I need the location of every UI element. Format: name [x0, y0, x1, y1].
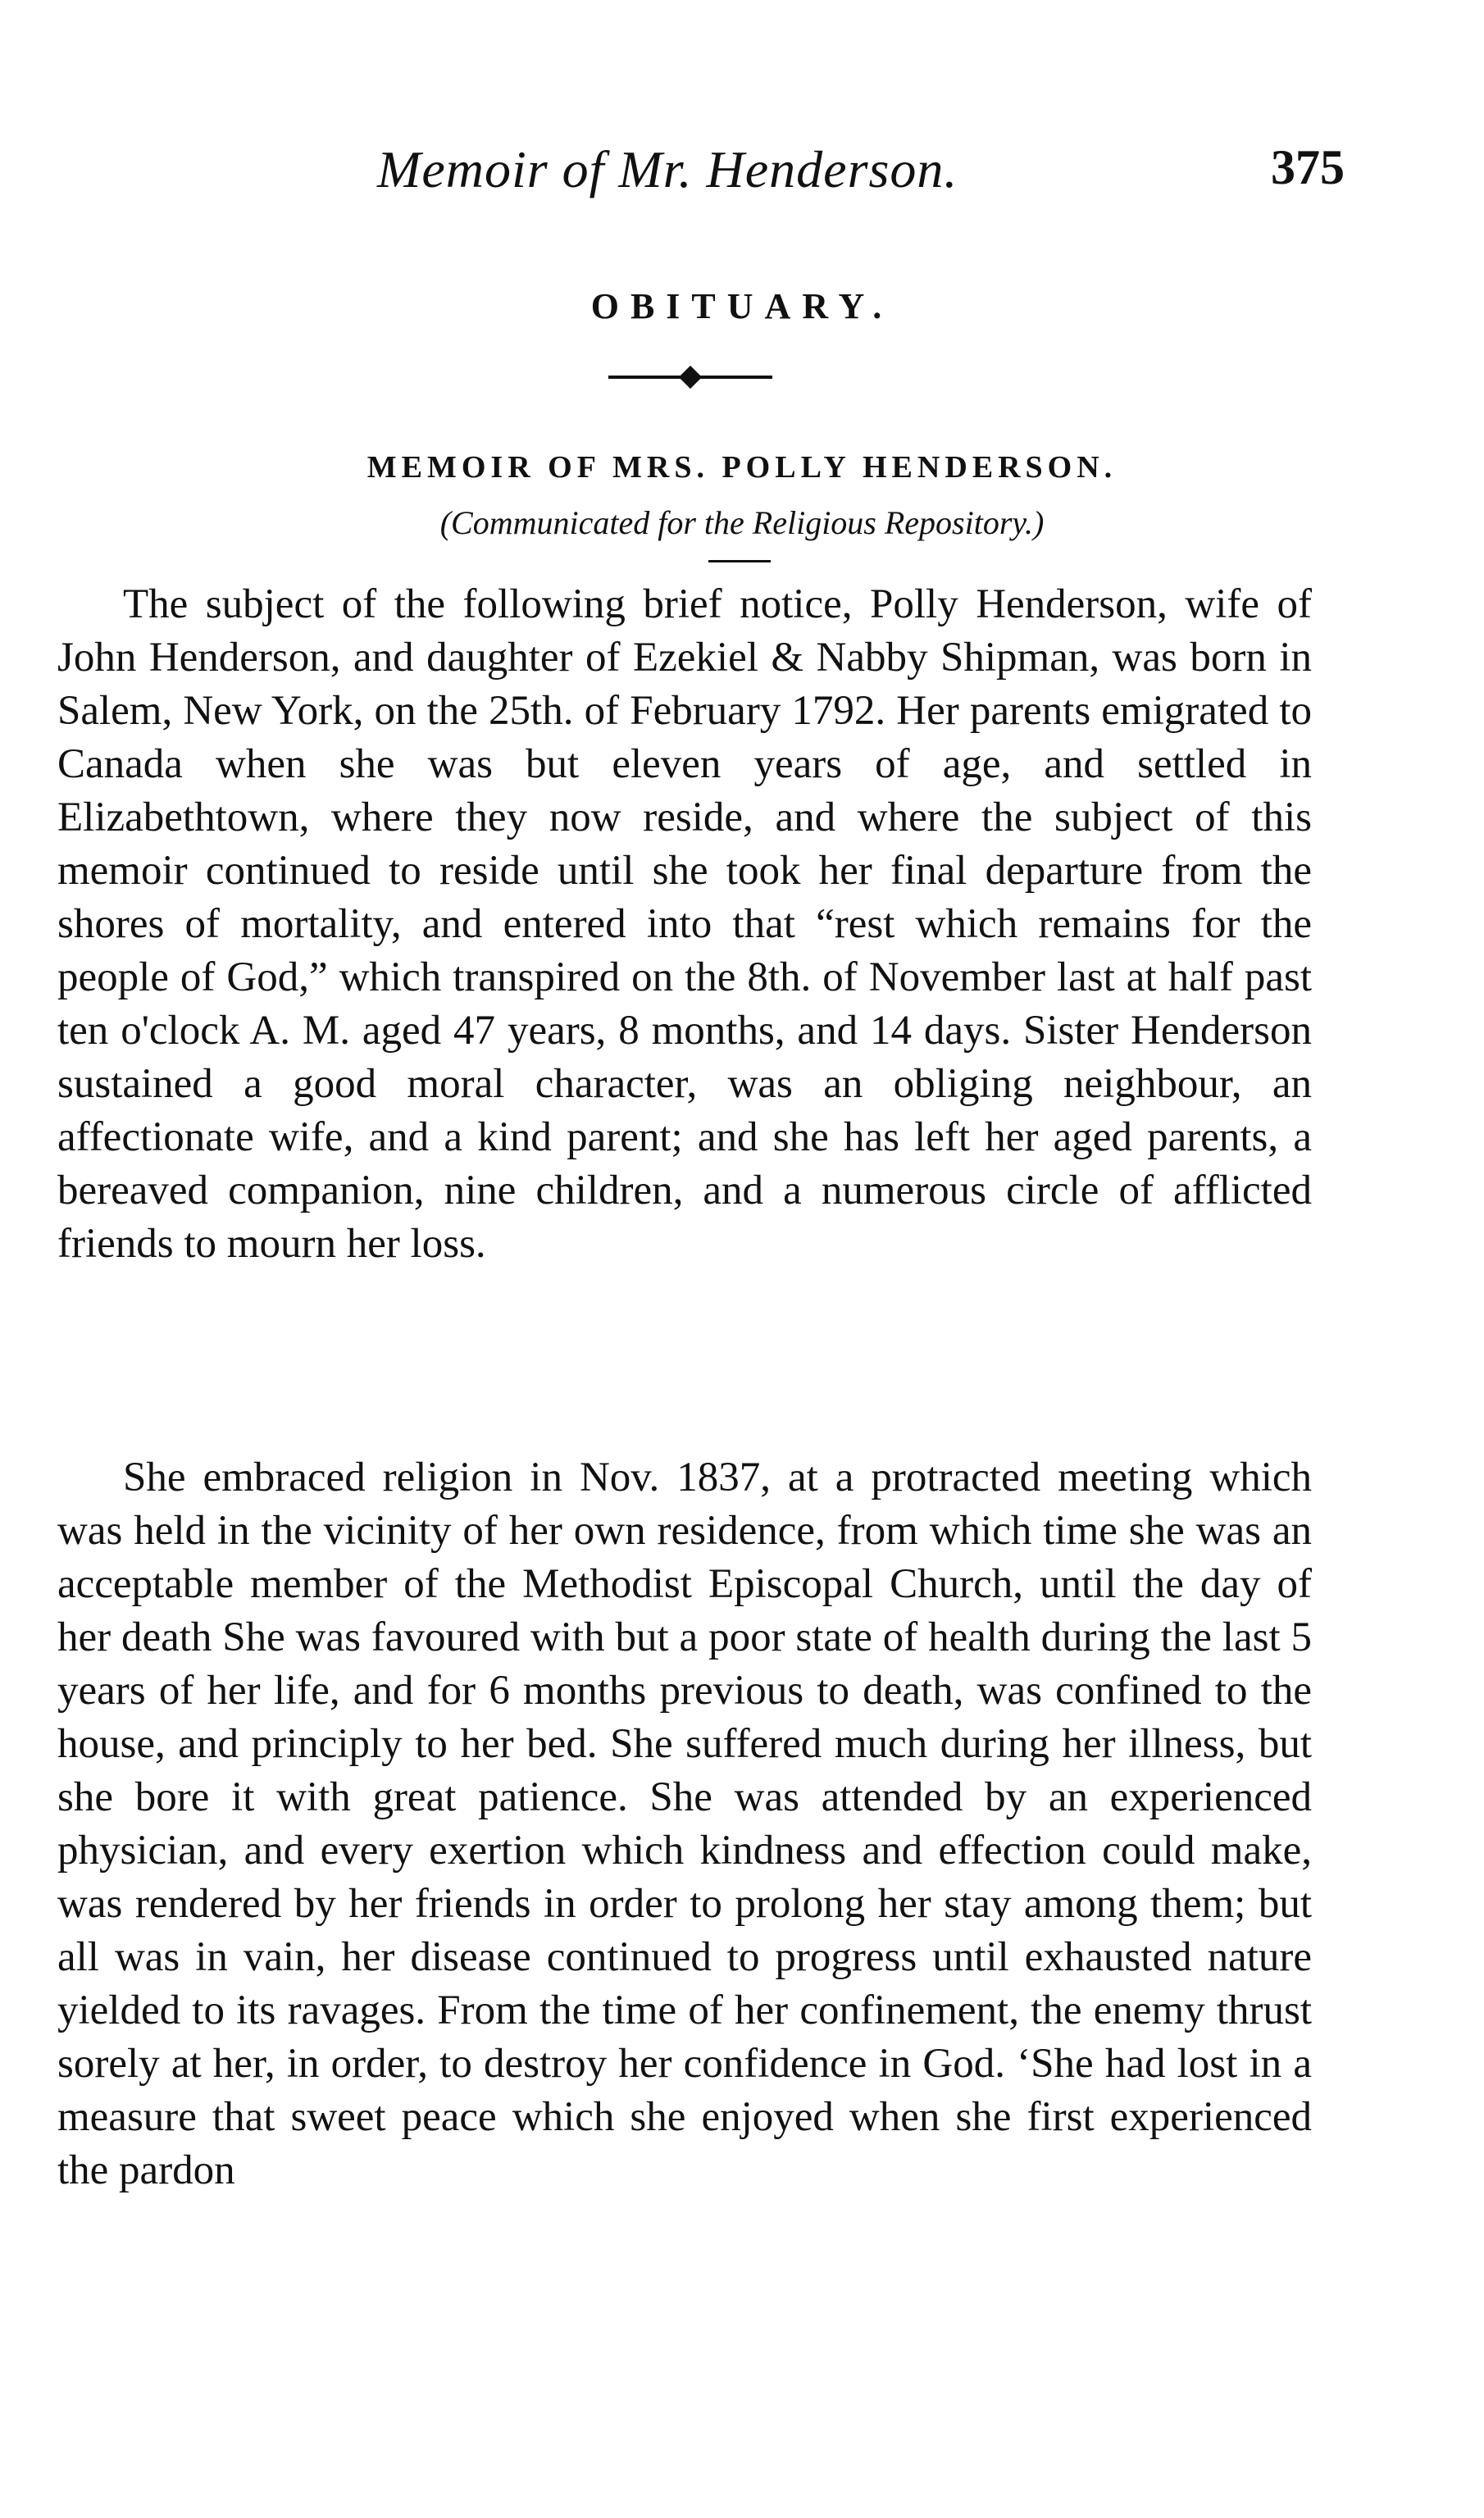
page-number: 375 [1271, 140, 1345, 194]
running-title: Memoir of Mr. Henderson. [377, 140, 958, 198]
article-title: MEMOIR OF MRS. POLLY HENDERSON. [366, 450, 1118, 485]
title-rule [708, 560, 771, 562]
section-heading: OBITUARY. [590, 286, 894, 326]
body-paragraph-1: The subject of the following brief notice, Polly Henderson, wife of John Henderson, and daughter of Ezekiel & Nabby Shipman, was born in Salem, New York, on the 25th. of February 1792. Her parents emigrated to Canada when she was but eleven years of age, and settled in Elizabethtown, where they now reside, and where the subject of this memoir continued to reside until she took her final departure from the shores of mortality, and entered into that “rest which remains for the people of God,” which transpired on the 8th. of November last at half past ten o'clock A. M. aged 47 years, 8 months, and 14 days. Sister Henderson sustained a good moral character, was an obliging neighbour, an affectionate wife, and a kind parent; and she has left her aged parents, a bereaved companion, nine children, and a numerous circle of afflicted friends to mourn her loss. [57, 581, 1312, 1267]
body-paragraph-2: She embraced religion in Nov. 1837, at a protracted meeting which was held in the vicinity of her own residence, from which time she was an acceptable member of the Methodist Episcopal Church, until the day of her death She was favoured with but a poor state of health during the last 5 years of her life, and for 6 months previous to death, was confined to the house, and principly to her bed. She suffered much during her illness, but she bore it with great patience. She was attended by an experienced physician, and every exertion which kindness and effection could make, was rendered by her friends in order to prolong her stay among them; but all was in vain, her disease continued to progress until exhausted nature yielded to its ravages. From the time of her confinement, the enemy thrust sorely at her, in order, to destroy her confidence in God. ‘She had lost in a measure that sweet peace which she enjoyed when she first experienced the pardon [57, 1455, 1312, 2193]
article-subtitle: (Communicated for the Religious Repository.) [439, 504, 1045, 541]
ornament-diamond-icon [679, 366, 702, 389]
ornament-divider [608, 367, 772, 387]
running-head [377, 139, 1345, 205]
